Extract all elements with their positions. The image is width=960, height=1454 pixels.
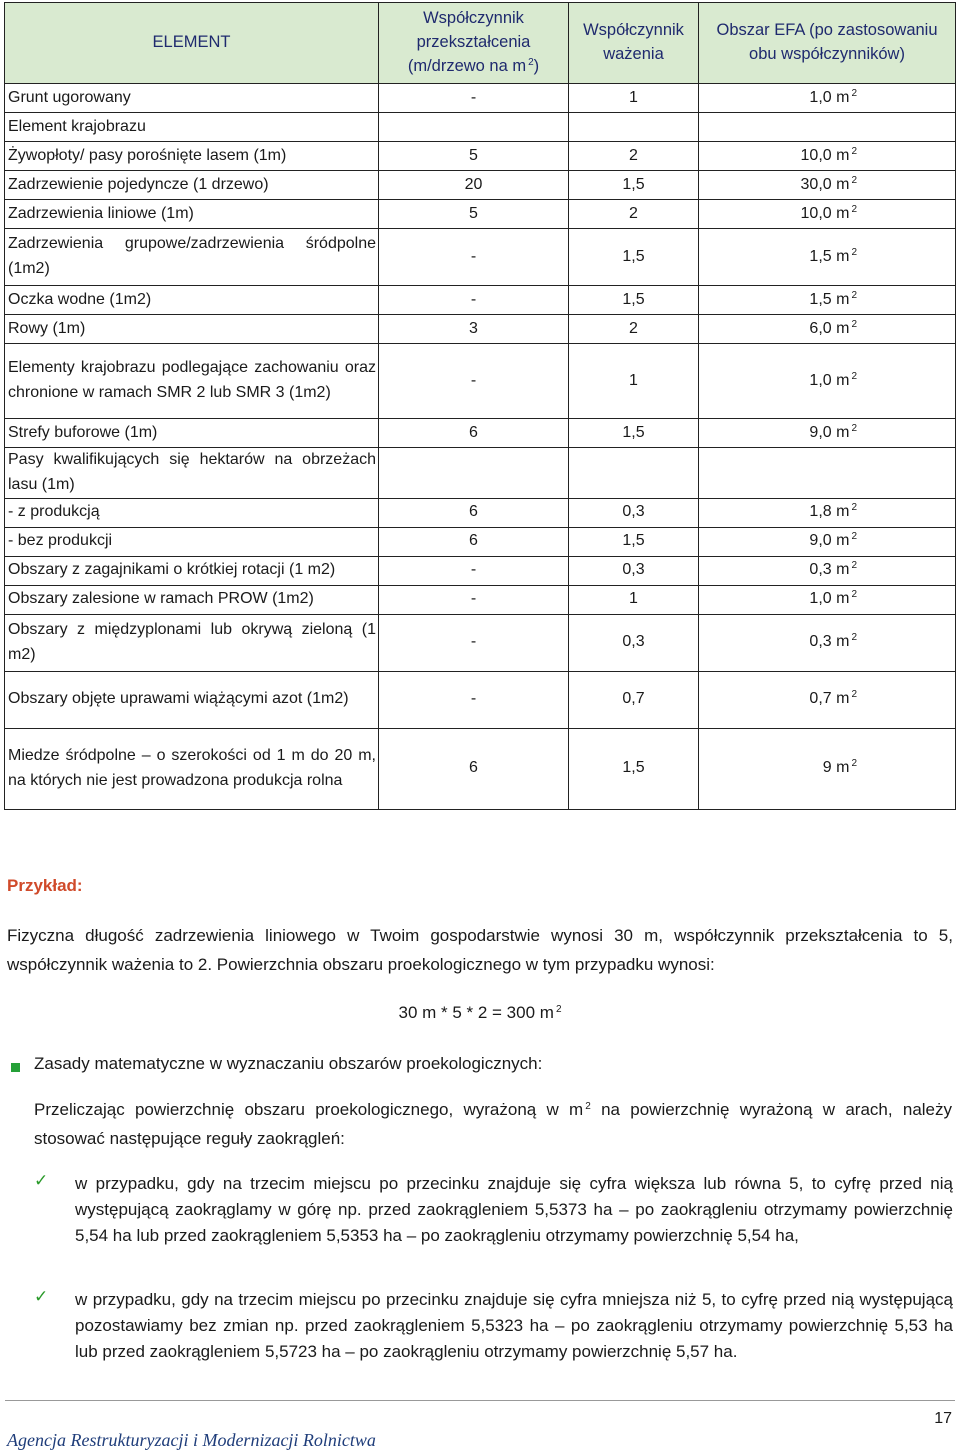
- row-conversion-factor: -: [379, 84, 569, 113]
- row-element-name: Element krajobrazu: [5, 113, 379, 142]
- row-weight-factor: 1,5: [569, 286, 699, 315]
- header-weight-factor: [569, 3, 699, 84]
- table-row: [5, 344, 956, 419]
- rule-item-1: w przypadku, gdy na trzecim miejscu po przecinku znajduje się cyfra większa lub równa 5, to cyfrę przed nią występującą zaokrąglamy w górę np. przed zaokrągleniem 5,5373 ha – po zaokrągleniu otrzymamy powierzchnię 5,54 ha lub przed zaokrągleniem 5,5353 ha – po zaokrągleniu otrzymamy powierzchnię 5,54 ha,: [75, 1174, 953, 1245]
- row-area-sup: 2: [851, 689, 857, 701]
- row-area-value: 0,3 m: [809, 561, 850, 579]
- row-conversion-factor: 5: [379, 142, 569, 171]
- row-element-name: Rowy (1m): [5, 315, 379, 344]
- row-area-value: 0,7 m: [809, 690, 850, 708]
- rules-intro-b: na powierzchnię wyrażoną w arach, należy stosować następujące reguły zaokrągleń:: [34, 1100, 952, 1148]
- table-body: [5, 84, 956, 810]
- example-label: Przykład:: [7, 876, 83, 895]
- table-row: [5, 614, 956, 671]
- row-area-value: 10,0 m: [800, 204, 850, 222]
- table-row: [5, 171, 956, 200]
- row-area-sup: 2: [851, 632, 857, 644]
- row-weight-factor: [569, 448, 699, 499]
- table-row: [5, 728, 956, 809]
- row-area-sup: 2: [851, 174, 857, 186]
- table-row: [5, 315, 956, 344]
- row-efa-area: [699, 229, 956, 286]
- row-conversion-factor: -: [379, 556, 569, 585]
- row-area-value: 1,0 m: [809, 590, 850, 608]
- formula-sup: 2: [555, 1004, 562, 1015]
- row-element-name: Zadrzewienie pojedyncze (1 drzewo): [5, 171, 379, 200]
- row-weight-factor: 2: [569, 315, 699, 344]
- table-row: [5, 448, 956, 499]
- row-conversion-factor: -: [379, 344, 569, 419]
- header-conv-line1: Współczynnik: [423, 9, 524, 28]
- table-row: [5, 671, 956, 728]
- row-efa-area: [699, 671, 956, 728]
- row-conversion-factor: [379, 113, 569, 142]
- rule-item-2: w przypadku, gdy na trzecim miejscu po przecinku znajduje się cyfra mniejsza niż 5, to cyfrę przed nią występującą pozostawiamy bez zmian np. przed zaokrągleniem 5,5323 ha – po zaokrągleniu otrzymamy powierzchnię 5,53 ha lub przed zaokrągleniem 5,5723 ha – po zaokrągleniu otrzymamy powierzchnię 5,57 ha.: [75, 1290, 953, 1361]
- row-element-name: Obszary z międzyplonami lub okrywą zieloną (1 m2): [5, 614, 379, 671]
- row-element-name: Grunt ugorowany: [5, 84, 379, 113]
- row-efa-area: [699, 585, 956, 614]
- row-efa-area: [699, 142, 956, 171]
- table-row: [5, 113, 956, 142]
- table-row: [5, 585, 956, 614]
- formula-text: 30 m * 5 * 2 = 300 m: [398, 1003, 554, 1022]
- row-weight-factor: 1,5: [569, 419, 699, 448]
- row-conversion-factor: [379, 448, 569, 499]
- row-conversion-factor: -: [379, 614, 569, 671]
- row-weight-factor: 2: [569, 200, 699, 229]
- row-conversion-factor: 20: [379, 171, 569, 200]
- row-element-name: - z produkcją: [5, 498, 379, 527]
- row-element-name: Obszary objęte uprawami wiążącymi azot (1m2): [5, 671, 379, 728]
- header-element: ELEMENT: [5, 3, 379, 84]
- row-element-name: Pasy kwalifikujących się hektarów na obrzeżach lasu (1m): [5, 448, 379, 499]
- row-element-name: Zadrzewienia liniowe (1m): [5, 200, 379, 229]
- table-row: [5, 84, 956, 113]
- row-area-value: 9 m: [822, 759, 850, 777]
- row-conversion-factor: -: [379, 671, 569, 728]
- row-area-value: 6,0 m: [809, 319, 850, 337]
- footer-organization: Agencja Restrukturyzacji i Modernizacji Rolnictwa: [7, 1430, 376, 1450]
- rules-heading: Zasady matematyczne w wyznaczaniu obszarów proekologicznych:: [34, 1054, 543, 1073]
- table-header-row: [5, 3, 956, 84]
- row-area-value: 1,5 m: [809, 290, 850, 308]
- row-weight-factor: 0,3: [569, 498, 699, 527]
- row-efa-area: [699, 84, 956, 113]
- row-efa-area: [699, 200, 956, 229]
- row-element-name: Obszary z zagajnikami o krótkiej rotacji (1 m2): [5, 556, 379, 585]
- row-conversion-factor: 6: [379, 419, 569, 448]
- row-element-name: Miedze śródpolne – o szerokości od 1 m do 20 m, na których nie jest prowadzona produkcja rolna: [5, 728, 379, 809]
- header-area-line1: Obszar EFA (po zastosowaniu: [716, 21, 938, 40]
- row-efa-area: [699, 315, 956, 344]
- header-conv-sup: 2: [528, 56, 534, 68]
- row-area-sup: 2: [851, 531, 857, 543]
- row-conversion-factor: 6: [379, 527, 569, 556]
- row-area-sup: 2: [851, 246, 857, 258]
- row-weight-factor: 2: [569, 142, 699, 171]
- row-weight-factor: 1,5: [569, 728, 699, 809]
- header-weight-line2: ważenia: [603, 45, 664, 63]
- table-row: [5, 556, 956, 585]
- row-weight-factor: 0,3: [569, 614, 699, 671]
- table-row: [5, 527, 956, 556]
- row-area-value: 1,8 m: [809, 503, 850, 521]
- row-efa-area: [699, 498, 956, 527]
- row-area-sup: 2: [851, 318, 857, 330]
- table-row: [5, 142, 956, 171]
- table-row: [5, 229, 956, 286]
- row-efa-area: [699, 614, 956, 671]
- header-weight-line1: Współczynnik: [583, 21, 684, 40]
- row-weight-factor: 1,5: [569, 527, 699, 556]
- row-efa-area: [699, 527, 956, 556]
- row-conversion-factor: 6: [379, 498, 569, 527]
- efa-table: [4, 2, 956, 810]
- row-area-sup: 2: [851, 87, 857, 99]
- row-conversion-factor: 5: [379, 200, 569, 229]
- row-efa-area: [699, 728, 956, 809]
- example-text: Fizyczna długość zadrzewienia liniowego w Twoim gospodarstwie wynosi 30 m, współczynnik przekształcenia to 5, współczynnik ważenia to 2. Powierzchnia obszaru proekologicznego w tym przypadku wynosi:: [7, 926, 953, 974]
- table-row: [5, 200, 956, 229]
- row-weight-factor: 0,3: [569, 556, 699, 585]
- row-conversion-factor: -: [379, 286, 569, 315]
- row-weight-factor: 1: [569, 344, 699, 419]
- row-element-name: Obszary zalesione w ramach PROW (1m2): [5, 585, 379, 614]
- row-conversion-factor: -: [379, 585, 569, 614]
- row-efa-area: [699, 448, 956, 499]
- row-element-name: Oczka wodne (1m2): [5, 286, 379, 315]
- row-weight-factor: 1,5: [569, 171, 699, 200]
- row-area-sup: 2: [851, 758, 857, 770]
- row-conversion-factor: 3: [379, 315, 569, 344]
- row-area-sup: 2: [851, 560, 857, 572]
- row-weight-factor: [569, 113, 699, 142]
- row-efa-area: [699, 556, 956, 585]
- table-row: [5, 498, 956, 527]
- row-weight-factor: 0,7: [569, 671, 699, 728]
- row-element-name: Żywopłoty/ pasy porośnięte lasem (1m): [5, 142, 379, 171]
- row-weight-factor: 1: [569, 84, 699, 113]
- table-row: [5, 286, 956, 315]
- row-area-sup: 2: [851, 370, 857, 382]
- checkmark-icon: ✓: [34, 1171, 49, 1190]
- row-weight-factor: 1,5: [569, 229, 699, 286]
- row-efa-area: [699, 171, 956, 200]
- header-conversion-factor: [379, 3, 569, 84]
- header-conv-line2: przekształcenia: [416, 33, 531, 52]
- table-row: [5, 419, 956, 448]
- header-area-line2: obu współczynników): [749, 45, 905, 63]
- row-area-value: 0,3 m: [809, 633, 850, 651]
- row-area-value: 30,0 m: [800, 175, 850, 193]
- header-efa-area: [699, 3, 956, 84]
- row-area-value: 9,0 m: [809, 532, 850, 550]
- rules-intro-a: Przeliczając powierzchnię obszaru proekologicznego, wyrażoną w m: [34, 1100, 584, 1119]
- row-weight-factor: 1: [569, 585, 699, 614]
- row-element-name: Strefy buforowe (1m): [5, 419, 379, 448]
- row-area-sup: 2: [851, 203, 857, 215]
- row-area-sup: 2: [851, 145, 857, 157]
- row-element-name: - bez produkcji: [5, 527, 379, 556]
- row-efa-area: [699, 419, 956, 448]
- header-conv-close: ): [533, 56, 540, 75]
- row-element-name: Zadrzewienia grupowe/zadrzewienia śródpolne (1m2): [5, 229, 379, 286]
- row-area-value: 9,0 m: [809, 423, 850, 441]
- row-area-value: 1,5 m: [809, 247, 850, 265]
- row-area-sup: 2: [851, 422, 857, 434]
- row-conversion-factor: 6: [379, 728, 569, 809]
- page-number: 17: [934, 1410, 952, 1427]
- row-area-sup: 2: [851, 289, 857, 301]
- row-area-value: 1,0 m: [809, 371, 850, 389]
- footer-divider: [5, 1400, 955, 1401]
- square-bullet-icon: [11, 1063, 20, 1072]
- row-element-name: Elementy krajobrazu podlegające zachowaniu oraz chronione w ramach SMR 2 lub SMR 3 (1m2): [5, 344, 379, 419]
- row-efa-area: [699, 286, 956, 315]
- row-area-sup: 2: [851, 589, 857, 601]
- row-area-sup: 2: [851, 502, 857, 514]
- row-conversion-factor: -: [379, 229, 569, 286]
- checkmark-icon: ✓: [34, 1287, 49, 1306]
- rules-intro-sup: 2: [585, 1101, 591, 1112]
- row-area-value: 10,0 m: [800, 146, 850, 164]
- header-conv-line3: (m/drzewo na m: [407, 56, 527, 75]
- row-area-value: 1,0 m: [809, 88, 850, 106]
- row-efa-area: [699, 113, 956, 142]
- example-formula: [0, 1003, 960, 1023]
- row-efa-area: [699, 344, 956, 419]
- rules-intro: [34, 1092, 952, 1153]
